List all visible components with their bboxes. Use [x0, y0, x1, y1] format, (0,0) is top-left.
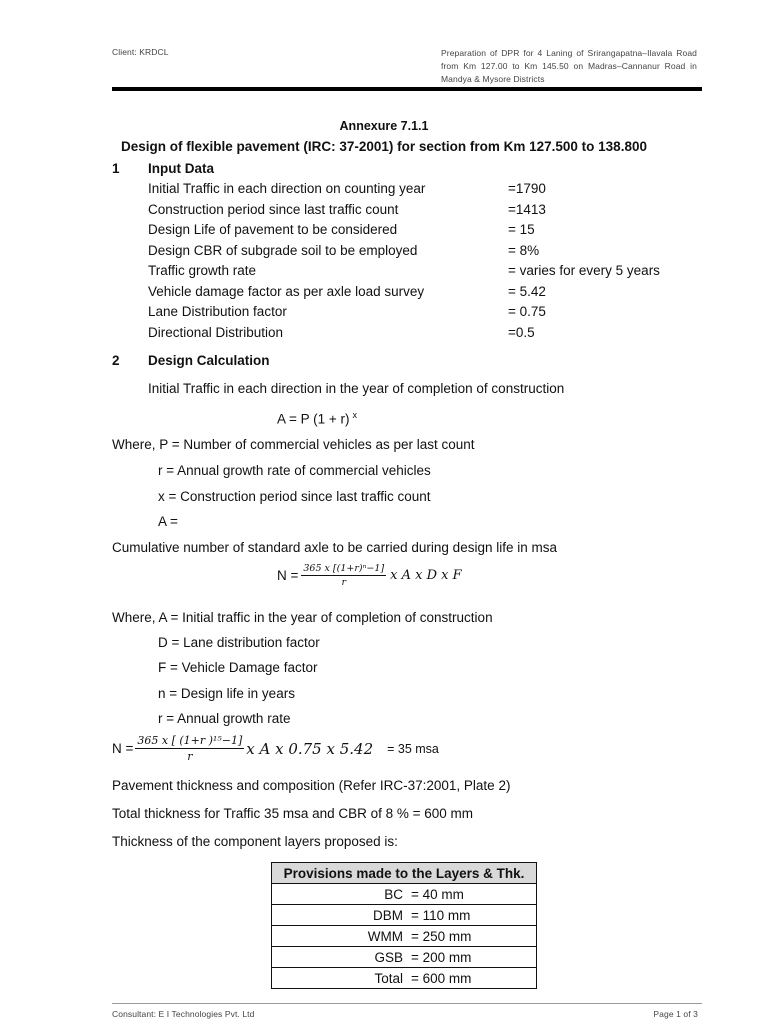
input-value: =0.5 [508, 325, 535, 340]
formula-n2-result: = 35 msa [387, 741, 439, 756]
section-1-number: 1 [112, 161, 120, 176]
total-thickness-text: Total thickness for Traffic 35 msa and CBR of 8 % = 600 mm [112, 806, 474, 821]
formula-n-denominator: r [341, 577, 347, 588]
where-a-text: Where, A = Initial traffic in the year of completion of construction [112, 610, 493, 625]
pavement-text: Pavement thickness and composition (Refer IRC-37:2001, Plate 2) [112, 778, 511, 793]
section-2-number: 2 [112, 353, 120, 368]
document-title: Design of flexible pavement (IRC: 37-2001) for section from Km 127.500 to 138.800 [121, 139, 647, 154]
annexure-title: Annexure 7.1.1 [339, 119, 429, 133]
formula-n2-rhs: x A x 0.75 x 5.42 [246, 739, 374, 758]
layer-thickness: = 200 mm [409, 947, 537, 968]
input-label: Initial Traffic in each direction on counting year [148, 181, 426, 196]
initial-traffic-text: Initial Traffic in each direction in the year of completion of construction [148, 381, 565, 396]
def-r2: r = Annual growth rate [158, 711, 291, 726]
input-value: = 15 [508, 222, 535, 237]
layer-name: Total [272, 968, 410, 989]
layer-name: DBM [272, 905, 410, 926]
def-d: D = Lane distribution factor [158, 635, 320, 650]
table-header-row [272, 863, 537, 884]
component-layers-text: Thickness of the component layers proposed is: [112, 834, 398, 849]
table-row [272, 968, 537, 989]
formula-n-rhs: x A x D x F [390, 568, 462, 583]
input-label: Vehicle damage factor as per axle load survey [148, 284, 425, 299]
formula-n-numerator: 365 x [(1+r)ⁿ−1] [303, 563, 385, 574]
formula-n-fraction [301, 563, 386, 588]
table-header: Provisions made to the Layers & Thk. [272, 863, 537, 884]
section-2-title: Design Calculation [148, 353, 270, 368]
footer-divider [112, 1003, 702, 1004]
input-label: Traffic growth rate [148, 263, 257, 278]
table-row [272, 905, 537, 926]
section-1-title: Input Data [148, 161, 214, 176]
input-value: =1413 [508, 202, 546, 217]
input-value: = 0.75 [508, 304, 546, 319]
def-n: n = Design life in years [158, 686, 295, 701]
input-label: Lane Distribution factor [148, 304, 287, 319]
input-value: = 5.42 [508, 284, 546, 299]
cumulative-text: Cumulative number of standard axle to be carried during design life in msa [112, 540, 557, 555]
input-value: = 8% [508, 243, 540, 258]
formula-n2-denominator: r [187, 750, 193, 763]
where-p-text: Where, P = Number of commercial vehicles as per last count [112, 437, 475, 452]
formula-n2-lhs: N = [112, 741, 134, 756]
layer-thickness: = 110 mm [409, 905, 537, 926]
layer-thickness: = 600 mm [409, 968, 537, 989]
input-value: = varies for every 5 years [508, 263, 660, 278]
page-number: Page 1 of 3 [653, 1009, 698, 1019]
input-label: Directional Distribution [148, 325, 284, 340]
layer-thickness: = 40 mm [409, 884, 537, 905]
formula-n [277, 563, 462, 588]
def-a: A = [158, 514, 178, 529]
table-row [272, 926, 537, 947]
layer-thickness: = 250 mm [409, 926, 537, 947]
formula-n-lhs: N = [277, 568, 299, 583]
client-label: Client: KRDCL [112, 47, 169, 57]
formula-a-body: A = P (1 + r) [277, 411, 350, 427]
layers-table [271, 862, 537, 989]
formula-a [277, 410, 357, 427]
input-label: Construction period since last traffic count [148, 202, 399, 217]
input-label: Design CBR of subgrade soil to be employed [148, 243, 418, 258]
def-f: F = Vehicle Damage factor [158, 660, 318, 675]
table-row [272, 884, 537, 905]
formula-n2-numerator: 365 x [ (1+r )¹⁵−1] [137, 734, 243, 747]
formula-n-design [112, 734, 439, 763]
layer-name: WMM [272, 926, 410, 947]
layer-name: GSB [272, 947, 410, 968]
def-r: r = Annual growth rate of commercial vehicles [158, 463, 431, 478]
project-description: Preparation of DPR for 4 Laning of Srirangapatna–Ilavala Road from Km 127.00 to Km 145.50 on Madras–Cannanur Road in Mandya & Mysore Districts [441, 48, 697, 84]
consultant-label: Consultant: E I Technologies Pvt. Ltd [112, 1009, 255, 1019]
input-label: Design Life of pavement to be considered [148, 222, 398, 237]
input-value: =1790 [508, 181, 546, 196]
formula-a-exponent: x [352, 410, 358, 420]
formula-n2-fraction [135, 734, 244, 763]
header-divider [112, 87, 702, 91]
def-x: x = Construction period since last traffic count [158, 489, 431, 504]
layer-name: BC [272, 884, 410, 905]
table-row [272, 947, 537, 968]
